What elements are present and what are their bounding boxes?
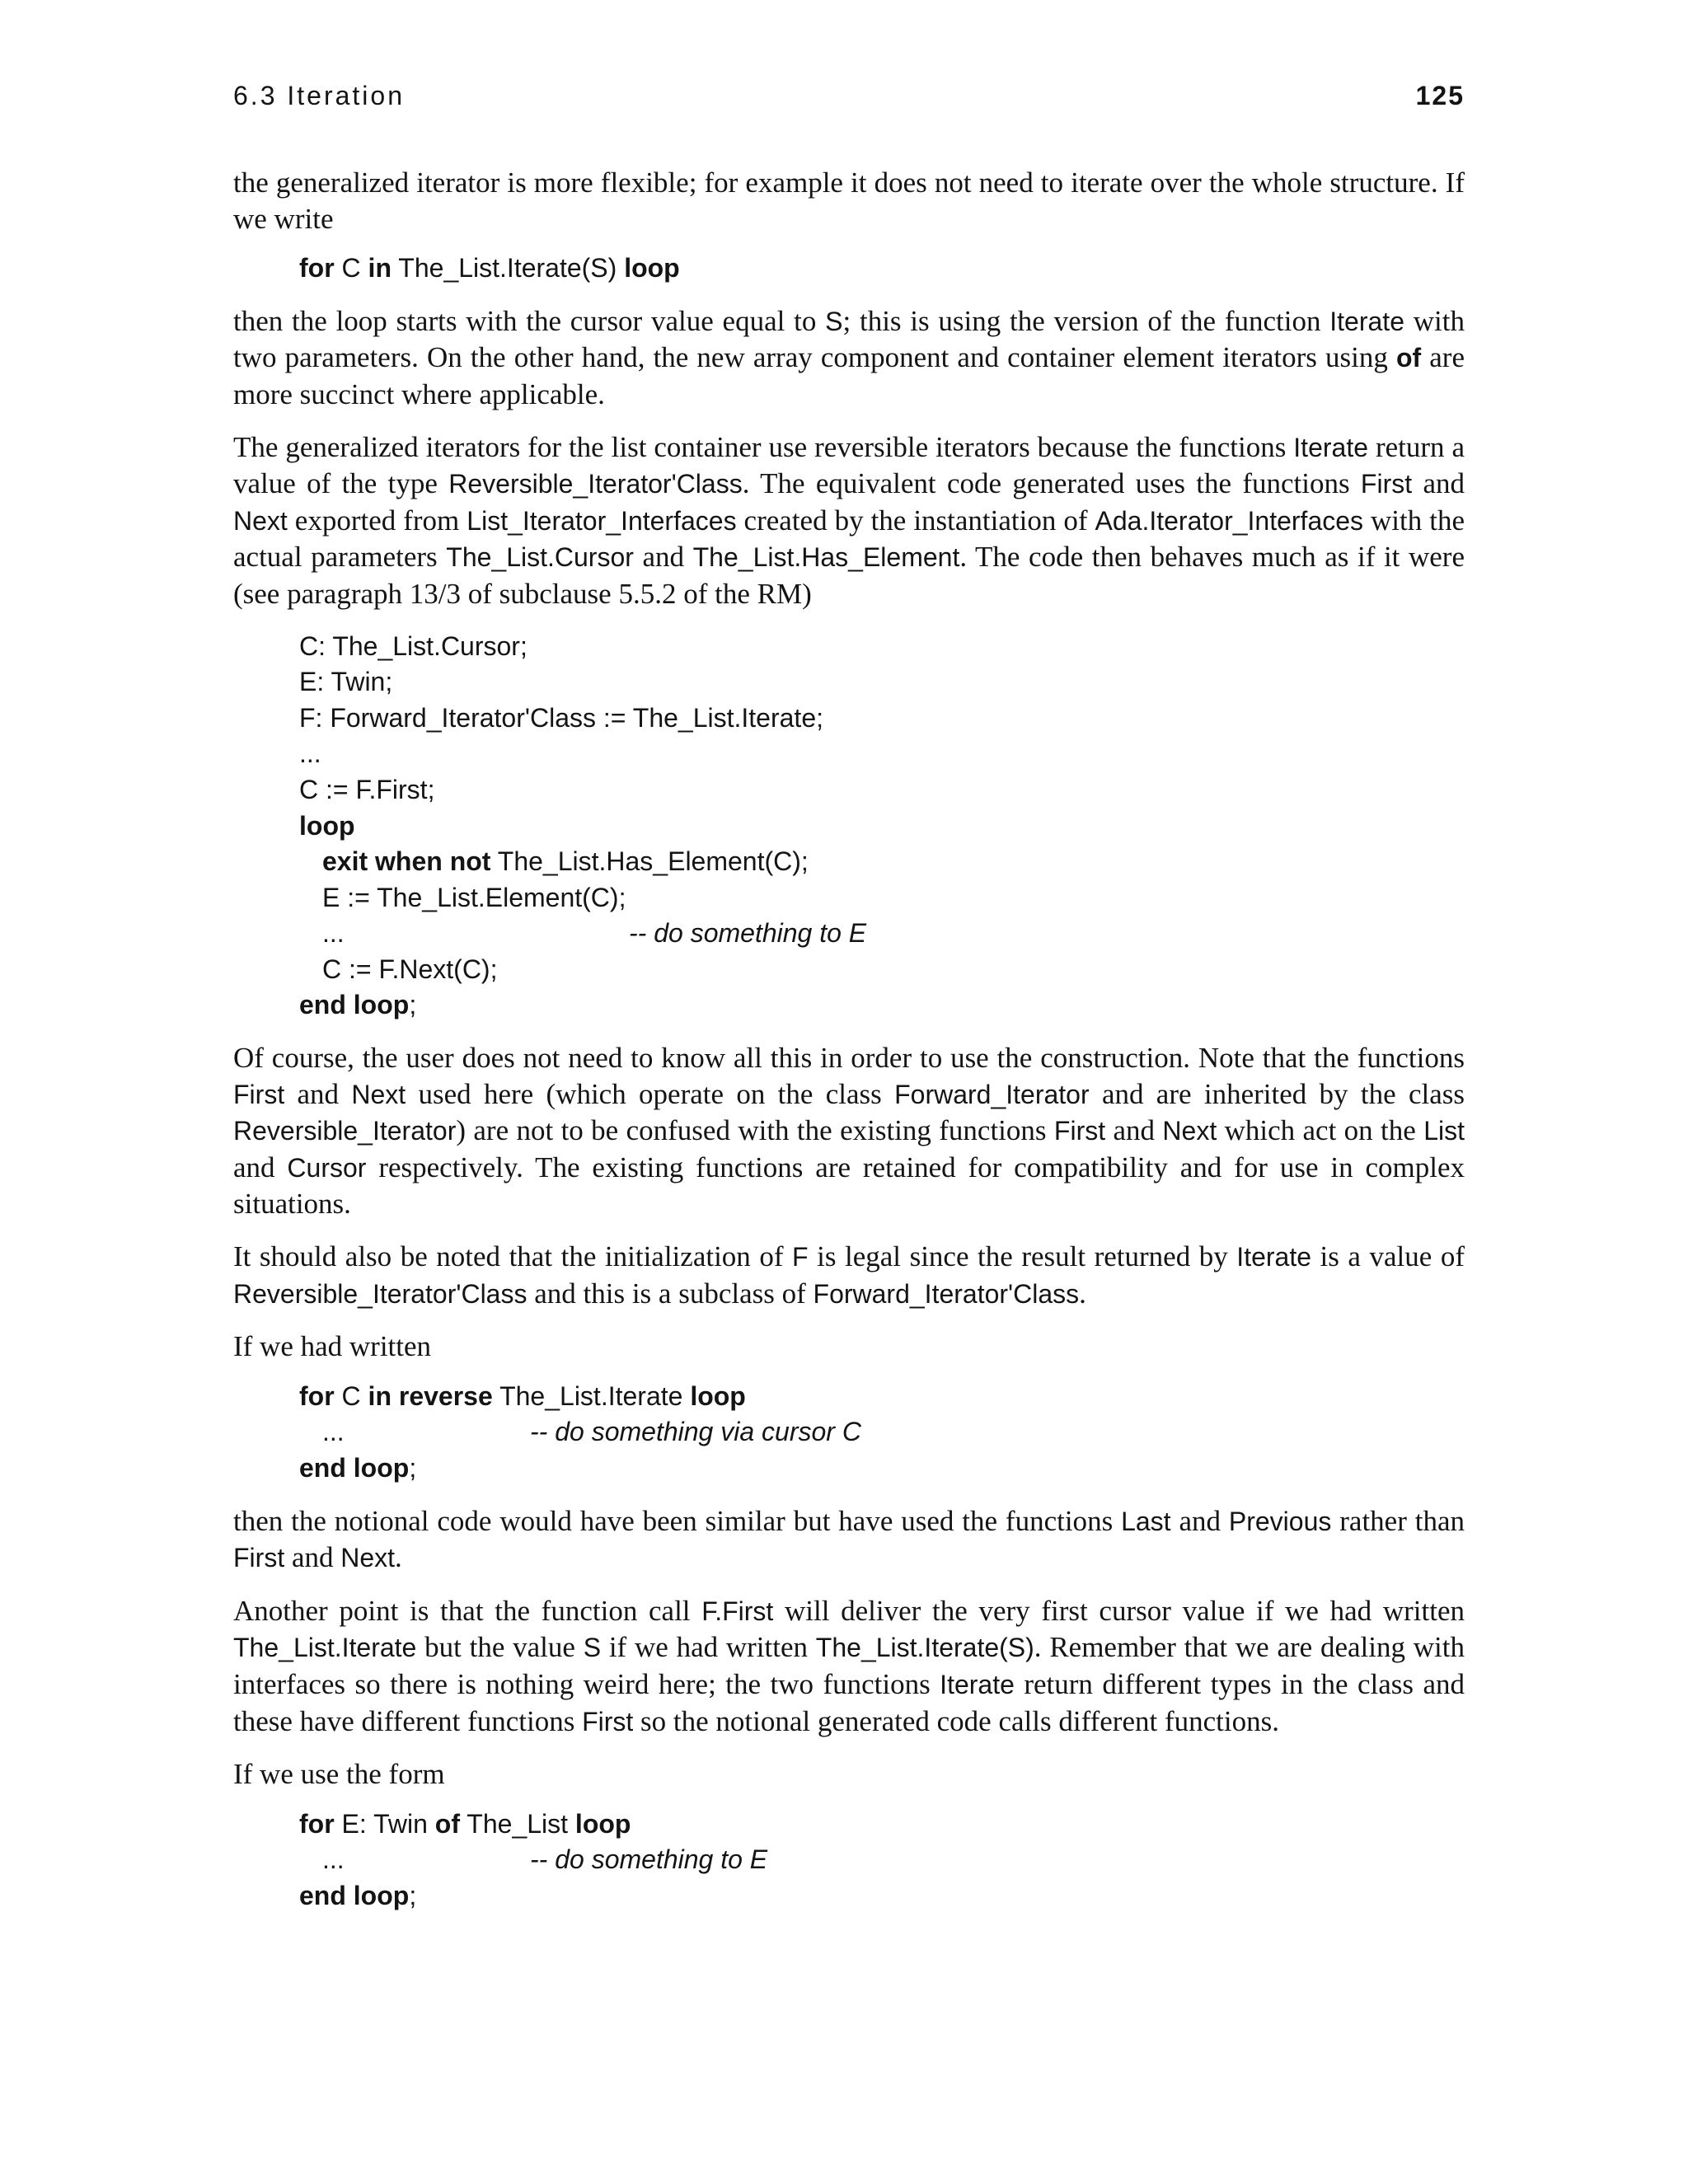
text: respectively. The existing functions are retained for compatibility and for use in complex situations. bbox=[233, 1151, 1465, 1221]
text: then the loop starts with the cursor value equal to bbox=[233, 304, 826, 337]
text: and bbox=[1170, 1504, 1229, 1537]
paragraph: the generalized iterator is more flexible; for example it does not need to iterate over the whole structure. If we write bbox=[233, 166, 1465, 235]
code-ref: S bbox=[583, 1633, 602, 1663]
text: are more succinct where applicable. bbox=[233, 341, 1465, 410]
code-keyword: for bbox=[299, 1808, 335, 1839]
text: and are inherited by the class bbox=[1089, 1077, 1465, 1110]
code-ref: Next bbox=[351, 1079, 406, 1109]
code-text: C bbox=[334, 253, 368, 284]
text: and bbox=[1105, 1114, 1163, 1147]
code-text: The_List.Iterate(S) bbox=[391, 253, 625, 284]
code-keyword: loop bbox=[690, 1380, 746, 1411]
code-line: C := F.First; bbox=[299, 774, 435, 804]
paragraph bbox=[233, 1239, 1465, 1312]
code-line bbox=[299, 1451, 1465, 1487]
paragraph bbox=[233, 1593, 1465, 1740]
code-ref: The_List.Has_Element bbox=[692, 542, 960, 573]
code-line: C := F.Next(C); bbox=[322, 954, 498, 984]
code-text: C bbox=[334, 1380, 368, 1411]
code-ref: Last bbox=[1121, 1506, 1171, 1536]
code-line: ... bbox=[299, 738, 321, 769]
paragraph bbox=[233, 303, 1465, 413]
running-header bbox=[233, 81, 1465, 117]
code-ref: Reversible_Iterator'Class bbox=[233, 1278, 528, 1309]
code-ref: Forward_Iterator'Class bbox=[813, 1278, 1080, 1309]
code-keyword: exit when not bbox=[322, 846, 491, 877]
code-line bbox=[299, 1842, 1465, 1878]
code-keyword: in bbox=[368, 253, 392, 284]
code-ref: Reversible_Iterator bbox=[233, 1116, 457, 1146]
code-keyword: loop bbox=[574, 1808, 631, 1839]
code-text: ... bbox=[322, 1417, 345, 1447]
code-text: The_List.Has_Element(C); bbox=[490, 846, 809, 877]
code-ref: Cursor bbox=[287, 1152, 367, 1183]
code-text: ; bbox=[409, 990, 417, 1020]
code-line bbox=[299, 1878, 1465, 1915]
text: ; this is using the version of the function bbox=[842, 304, 1330, 337]
code-comment: -- do something to E bbox=[530, 1844, 768, 1875]
text: with two parameters. On the other hand, the new array component and container element iterators using bbox=[233, 304, 1465, 374]
text: . The equivalent code generated uses the functions bbox=[742, 467, 1361, 500]
page-body bbox=[233, 165, 1465, 1931]
text: created by the instantiation of bbox=[736, 504, 1095, 537]
code-ref: First bbox=[233, 1079, 285, 1109]
code-ref: Ada.Iterator_Interfaces bbox=[1095, 505, 1364, 536]
code-text: E: Twin bbox=[334, 1808, 435, 1839]
code-text: ; bbox=[409, 1453, 417, 1483]
page-number: 125 bbox=[1415, 81, 1465, 110]
code-ref: Iterate bbox=[940, 1669, 1015, 1699]
text: and bbox=[1412, 467, 1465, 500]
text: if we had written bbox=[601, 1631, 816, 1664]
code-ref: Reversible_Iterator'Class bbox=[448, 469, 743, 499]
code-ref: First bbox=[582, 1706, 634, 1736]
code-ref: List_Iterator_Interfaces bbox=[467, 505, 737, 536]
text: ) are not to be confused with the existing functions bbox=[456, 1114, 1054, 1147]
text: . bbox=[1079, 1277, 1086, 1310]
code-text: The_List bbox=[459, 1808, 575, 1839]
paragraph bbox=[233, 429, 1465, 612]
code-text: ; bbox=[409, 1880, 417, 1910]
code-keyword: for bbox=[299, 253, 335, 284]
code-keyword: end loop bbox=[299, 990, 410, 1020]
text: rather than bbox=[1331, 1504, 1465, 1537]
code-line bbox=[299, 1379, 1465, 1415]
code-ref: List bbox=[1423, 1116, 1465, 1146]
code-block bbox=[299, 251, 1465, 287]
text: return different types in the class and these have different functions bbox=[233, 1667, 1465, 1737]
text: exported from bbox=[287, 504, 467, 537]
code-ref: Next bbox=[233, 505, 288, 536]
code-comment: -- do something to E bbox=[629, 918, 867, 949]
text: It should also be noted that the initialization of bbox=[233, 1240, 793, 1273]
code-ref: Iterate bbox=[1293, 432, 1368, 462]
code-line: C: The_List.Cursor; bbox=[299, 630, 528, 661]
code-keyword: end loop bbox=[299, 1453, 410, 1483]
code-ref: First bbox=[1053, 1116, 1106, 1146]
code-ref: F.First bbox=[701, 1596, 774, 1626]
text: Another point is that the function call bbox=[233, 1594, 702, 1627]
code-ref: Iterate bbox=[1329, 306, 1404, 336]
section-title: 6.3 Iteration bbox=[233, 81, 405, 110]
code-line: loop bbox=[299, 810, 355, 841]
code-line: E := The_List.Element(C); bbox=[322, 882, 626, 912]
text: is legal since the result returned by bbox=[808, 1240, 1237, 1273]
text: which act on the bbox=[1217, 1114, 1424, 1147]
code-ref: Next bbox=[1162, 1116, 1217, 1146]
code-line bbox=[299, 1807, 1465, 1843]
code-ref: The_List.Iterate(S) bbox=[815, 1633, 1034, 1663]
code-ref: Previous bbox=[1228, 1506, 1332, 1536]
code-ref: Iterate bbox=[1236, 1242, 1312, 1272]
code-keyword: of bbox=[1395, 343, 1422, 373]
code-line bbox=[299, 987, 1465, 1024]
code-ref: S bbox=[825, 306, 843, 336]
code-ref: First bbox=[1360, 469, 1413, 499]
code-ref: The_List.Iterate bbox=[233, 1633, 417, 1663]
code-line bbox=[299, 1414, 1465, 1451]
text: used here (which operate on the class bbox=[406, 1077, 895, 1110]
code-text: The_List.Iterate bbox=[492, 1380, 691, 1411]
text: and bbox=[633, 541, 693, 574]
code-ref: Forward_Iterator bbox=[894, 1079, 1090, 1109]
text: but the value bbox=[416, 1631, 584, 1664]
text: . The code then behaves much as if it were (see paragraph 13/3 of subclause 5.5.2 of the RM) bbox=[233, 541, 1465, 610]
text: will deliver the very first cursor value if we had written bbox=[773, 1594, 1465, 1627]
code-line: F: Forward_Iterator'Class := The_List.Iterate; bbox=[299, 702, 823, 733]
code-comment: -- do something via cursor C bbox=[530, 1417, 861, 1447]
text: with the actual parameters bbox=[233, 504, 1465, 574]
text: so the notional generated code calls different functions. bbox=[633, 1704, 1279, 1737]
code-keyword: in reverse bbox=[368, 1380, 493, 1411]
text: . Remember that we are dealing with interfaces so there is nothing weird here; the two functions bbox=[233, 1631, 1465, 1700]
text: and bbox=[284, 1541, 341, 1574]
text: return a value of the type bbox=[233, 430, 1465, 500]
paragraph bbox=[233, 1040, 1465, 1222]
paragraph: If we use the form bbox=[233, 1758, 445, 1791]
text: and bbox=[284, 1077, 352, 1110]
text: The generalized iterators for the list container use reversible iterators because the functions bbox=[233, 430, 1294, 463]
code-block bbox=[299, 1379, 1465, 1487]
code-keyword: of bbox=[434, 1808, 460, 1839]
code-block bbox=[299, 629, 1465, 1024]
code-keyword: loop bbox=[624, 253, 680, 284]
paragraph: If we had written bbox=[233, 1330, 432, 1363]
code-line bbox=[299, 844, 1465, 880]
code-keyword: for bbox=[299, 1380, 335, 1411]
code-keyword: end loop bbox=[299, 1880, 410, 1910]
code-line bbox=[299, 916, 1465, 952]
code-text: ... bbox=[322, 918, 345, 949]
paragraph bbox=[233, 1503, 1465, 1577]
text: then the notional code would have been similar but have used the functions bbox=[233, 1504, 1122, 1537]
text: is a value of bbox=[1311, 1240, 1465, 1273]
code-block bbox=[299, 1807, 1465, 1915]
code-line bbox=[299, 251, 1465, 287]
code-text: ... bbox=[322, 1844, 345, 1875]
code-ref: The_List.Cursor bbox=[446, 542, 634, 573]
code-line: E: Twin; bbox=[299, 667, 393, 697]
code-ref: Next bbox=[340, 1543, 396, 1573]
code-ref: First bbox=[233, 1543, 285, 1573]
code-ref: F bbox=[792, 1242, 809, 1272]
text: and this is a subclass of bbox=[527, 1277, 814, 1310]
text: and bbox=[233, 1151, 288, 1183]
text: Of course, the user does not need to know all this in order to use the construction. Note that the functions bbox=[233, 1042, 1465, 1075]
text: . bbox=[395, 1541, 402, 1574]
